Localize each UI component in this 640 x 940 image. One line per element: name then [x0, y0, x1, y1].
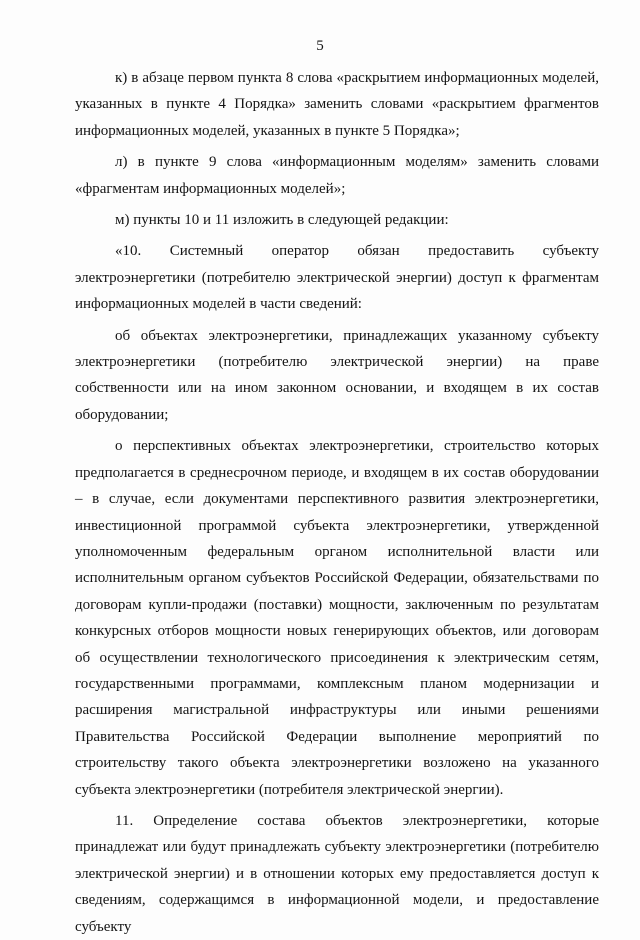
paragraph-k: к) в абзаце первом пункта 8 слова «раскрытием информационных моделей, указанных в пункте 4 Порядка» заменить словами «раскрытием фрагментов информационных моделей, указанных в пункте 5 Порядка»;	[75, 70, 599, 139]
paragraph-10: «10. Системный оператор обязан предоставить субъекту электроэнергетики (потребителю электрической энергии) доступ к фрагментам информационных моделей в части сведений:	[75, 243, 599, 313]
paragraph-11: 11. Определение состава объектов электроэнергетики, которые принадлежат или будут принадлежать субъекту электроэнергетики (потребителю электрической энергии) и в отношении которых ему предоставляется доступ к сведениям, содержащимся в информационной модели, и предоставление субъекту	[75, 812, 599, 935]
page-number: 5	[316, 38, 324, 54]
paragraph-10-prospective-objects: о перспективных объектах электроэнергетики, строительство которых предполагается в среднесрочном периоде, и входящем в их состав оборудовании – в случае, если документами перспективного развития электроэнергетики, инвестиционной программой субъекта электроэнергетики, утвержденной уполномоченным федеральным органом исполнительной власти или исполнительным органом субъектов Российской Федерации, обязательствами по договорам купли-продажи (поставки) мощности, заключенным по результатам конкурсных отборов мощности новых генерирующих объектов, или договорам об осуществлении технологического присоединения к электрическим сетям, государственными программами, комплексным планом модернизации и расширения магистральной инфраструктуры или иными решениями Правительства Российской Федерации выполнение мероприятий по строительству такого объекта электроэнергетики возложено на указанного субъекта электроэнергетики (потребителя электрической энергии).	[75, 438, 599, 798]
paragraph-l: л) в пункте 9 слова «информационным моделям» заменить словами «фрагментам информационных моделей»;	[75, 154, 599, 197]
paragraph-10-objects-owned: об объектах электроэнергетики, принадлежащих указанному субъекту электроэнергетики (потребителю электрической энергии) на праве собственности или на ином законном основании, и входящем в их состав оборудовании;	[75, 327, 599, 423]
paragraph-m: м) пункты 10 и 11 изложить в следующей редакции:	[115, 212, 449, 229]
document-body	[75, 65, 599, 940]
